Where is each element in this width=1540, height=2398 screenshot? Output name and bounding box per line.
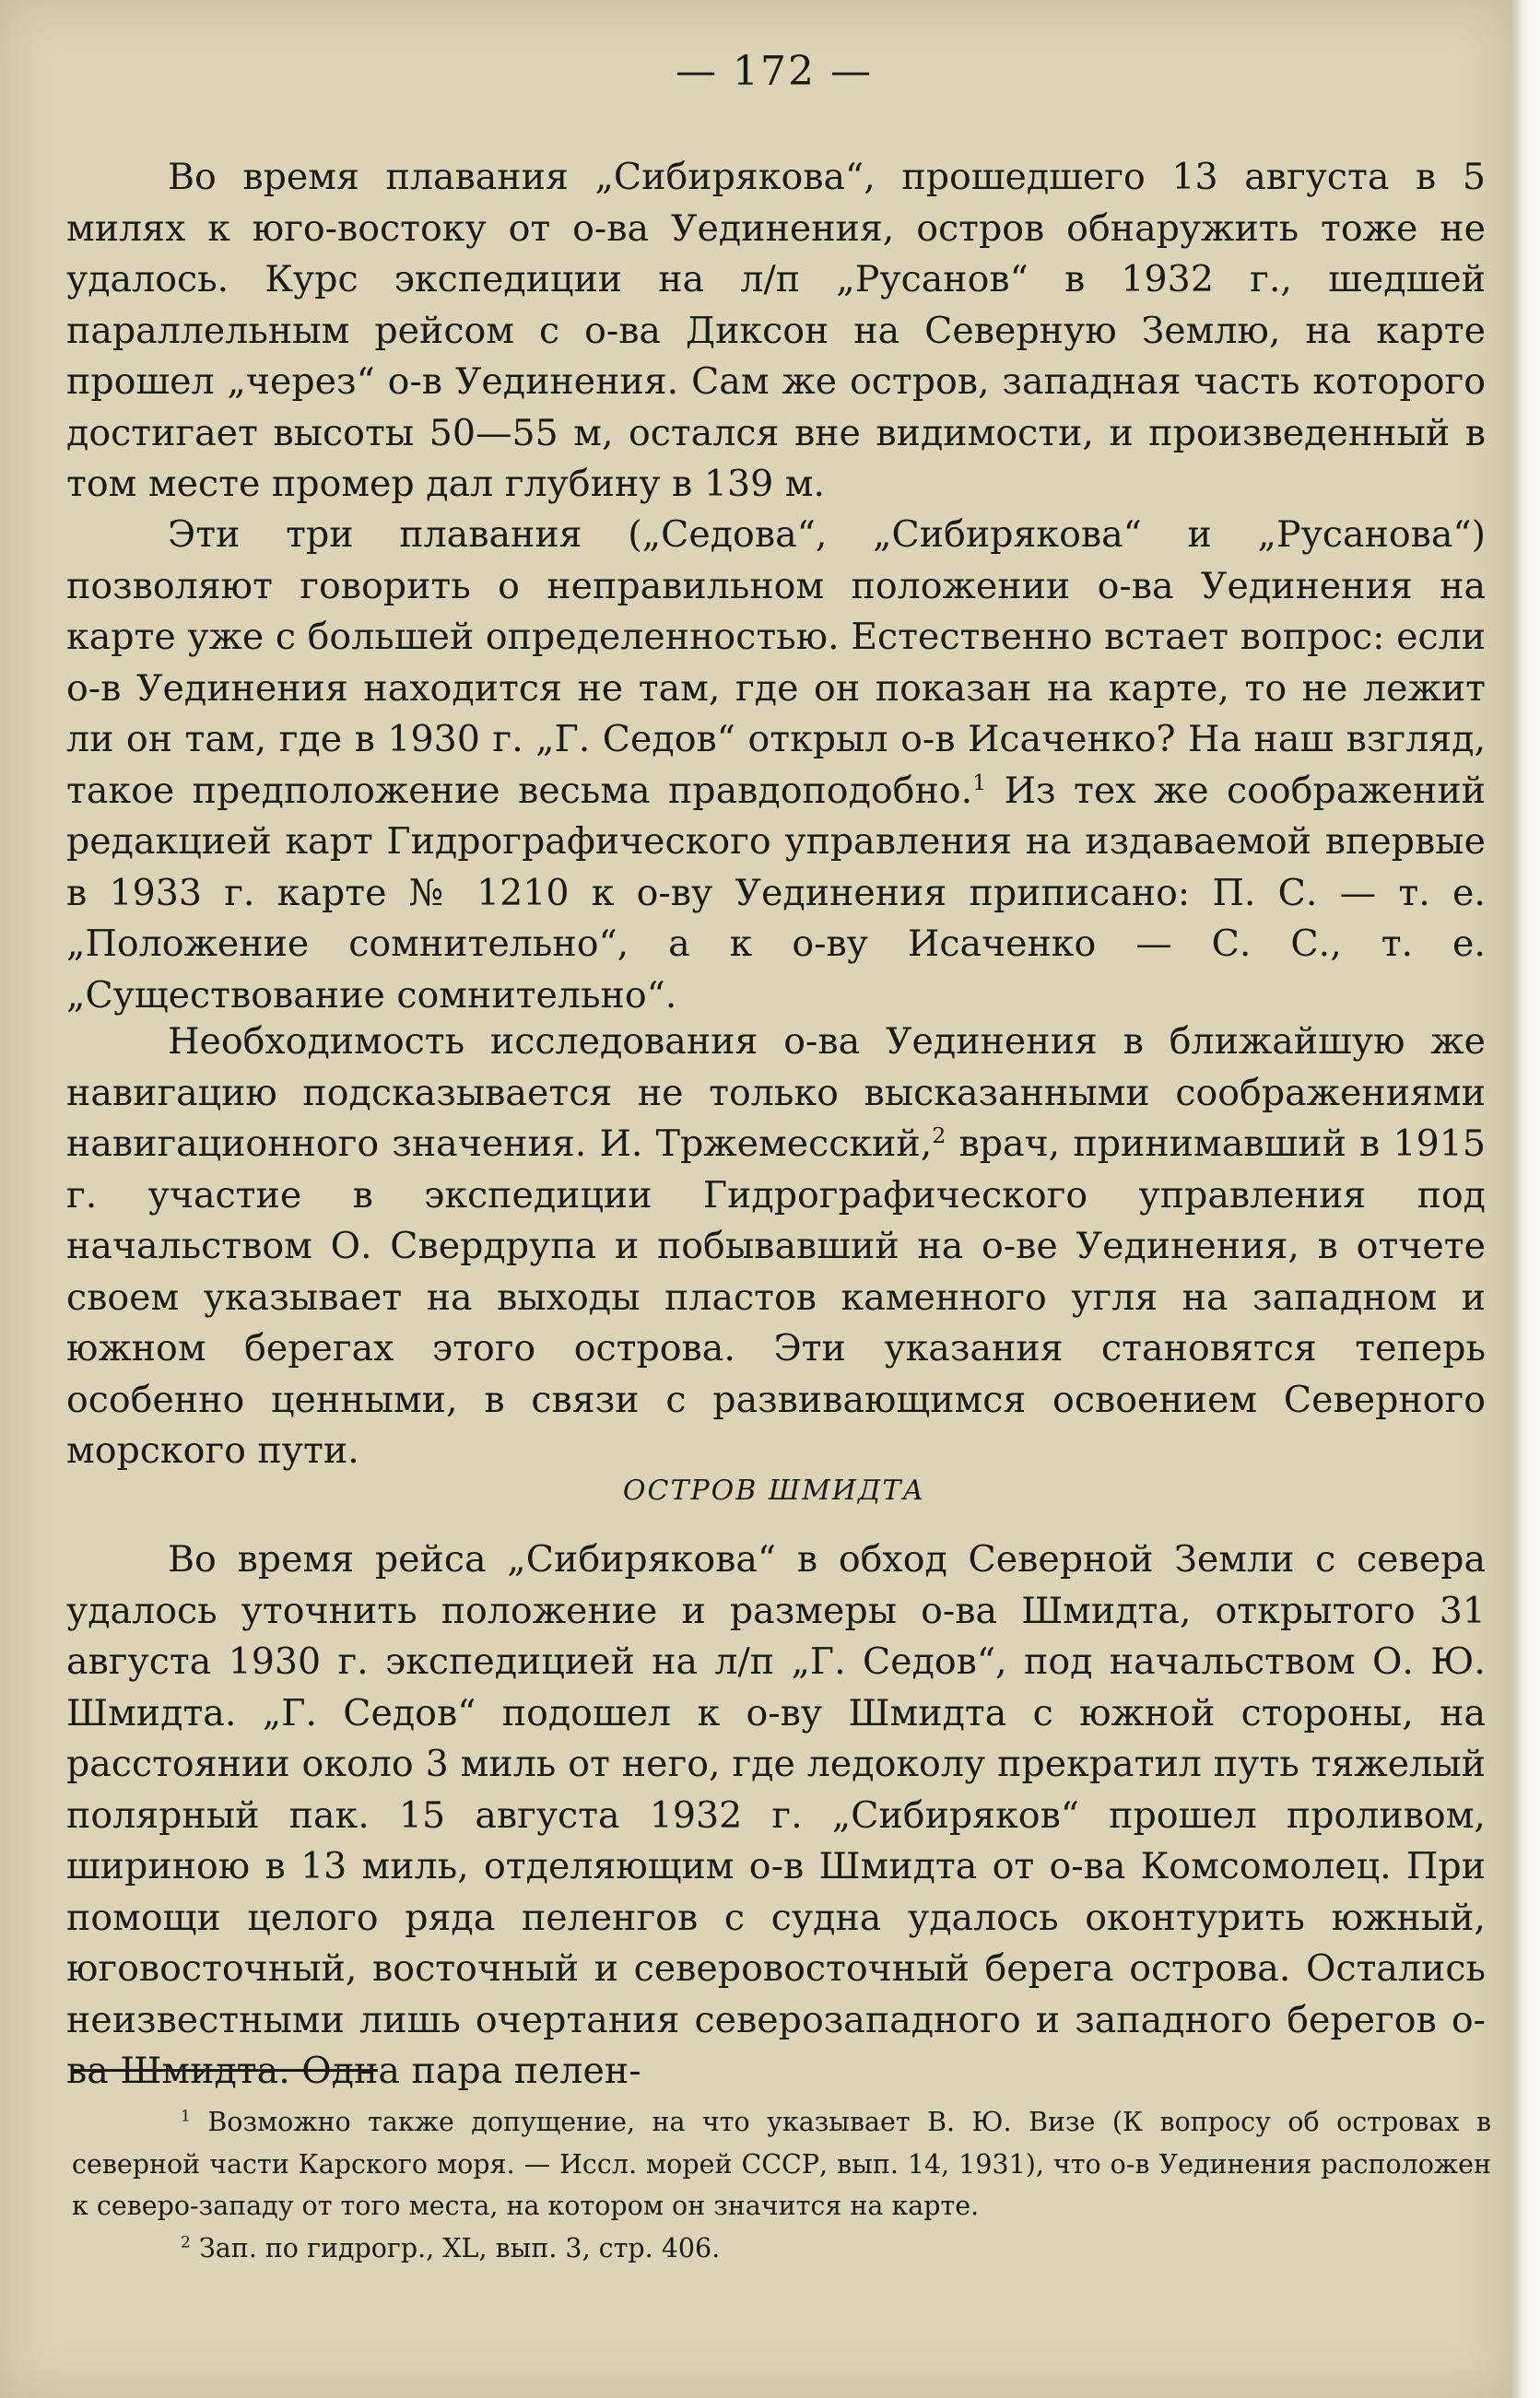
footnote-ref-1: 1 [972,769,987,795]
paragraph-2-part-b: Из тех же соображений редакцией карт Гидрографического управления на издаваемой впервые в 1933 г. карте № 1210 к о-ву Уединения приписано: П. С. — т. е. „Положение сомнительно“, а к о-ву Исаченко — С. С., т. е. „Существование сомнительно“. [66,769,1486,1017]
paragraph-4: Во время рейса „Сибирякова“ в обход Северной Земли с севера удалось уточнить положение и размеры о-ва Шмидта, открытого 31 августа 1930 г. экспедицией на л/п „Г. Седов“, под начальством О. Ю. Шмидта. „Г. Седов“ подошел к о-ву Шмидта с южной стороны, на расстоянии около 3 миль от него, где ледоколу прекратил путь тяжелый полярный пак. 15 августа 1932 г. „Сибиряков“ прошел проливом, шириною в 13 миль, отделяющим о-в Шмидта от о-ва Комсомолец. При помощи целого ряда пеленгов с судна удалось оконтурить южный, юговосточный, восточный и северовосточный берега острова. Остались неизвестными лишь очертания северозападного и западного берегов о-ва Шмидта. Одна пара пелен- [66,1538,1486,2092]
page-edge [1511,0,1540,2398]
paragraph-2-part-a: Эти три плавания („Седова“, „Сибирякова“ и „Русанова“) позволяют говорить о неправильном положении о-ва Уединения на карте уже с большей определенностью. Естественно встает вопрос: если о-в Уединения находится не там, где он показан на карте, то не лежит ли он там, где в 1930 г. „Г. Седов“ открыл о-в Исаченко? На наш взгляд, такое предположение весьма правдоподобно. [66,513,1486,812]
footnote-text: Возможно также допущение, на что указывает В. Ю. Визе (К вопросу об островах в северной части Карского моря. — Иссл. морей СССР, вып. 14, 1931), что о-в Уединения расположен к северо-западу от того места, на котором он значится на карте. [72,2107,1491,2221]
paragraph-2 [66,510,1486,1021]
footnotes [72,2101,1491,2269]
paragraph-3-part-a: Необходимость исследования о-ва Уединения в ближайшую же навигацию подсказывается не только высказанными соображениями навигационного значения. И. Тржемесский, [66,1020,1486,1165]
footnote-1 [72,2101,1491,2228]
footnote-divider [74,2069,378,2072]
section-heading: ОСТРОВ ШМИДТА [622,1475,926,1507]
footnote-mark: 1 [181,2107,191,2126]
page-number: — 172 — [676,48,873,95]
footnote-ref-2: 2 [932,1122,946,1148]
footnote-text: Зап. по гидрогр., XL, вып. 3, стр. 406. [190,2232,721,2263]
paragraph-3-part-b: врач, принимавший в 1915 г. участие в экспедиции Гидрографического управления под начальством О. Свердрупа и побывавший на о-ве Уединения, в отчете своем указывает на выходы пластов каменного угля на западном и южном берегах этого острова. Эти указания становятся теперь особенно ценными, в связи с развивающимся освоением Северного морского пути. [66,1123,1486,1472]
paragraph-1: Во время плавания „Сибирякова“, прошедшего 13 августа в 5 милях к юго-востоку от о-ва Уединения, остров обнаружить тоже не удалось. Курс экспедиции на л/п „Русанов“ в 1932 г., шедшей параллельным рейсом с о-ва Диксон на Северную Землю, на карте прошел „через“ о-в Уединения. Сам же остров, западная часть которого достигает высоты 50—55 м, остался вне видимости, и произведенный в том месте промер дал глубину в 139 м. [66,156,1486,505]
footnote-mark: 2 [181,2233,191,2251]
footnote-2 [72,2228,1491,2270]
paragraph-3 [66,1017,1486,1477]
